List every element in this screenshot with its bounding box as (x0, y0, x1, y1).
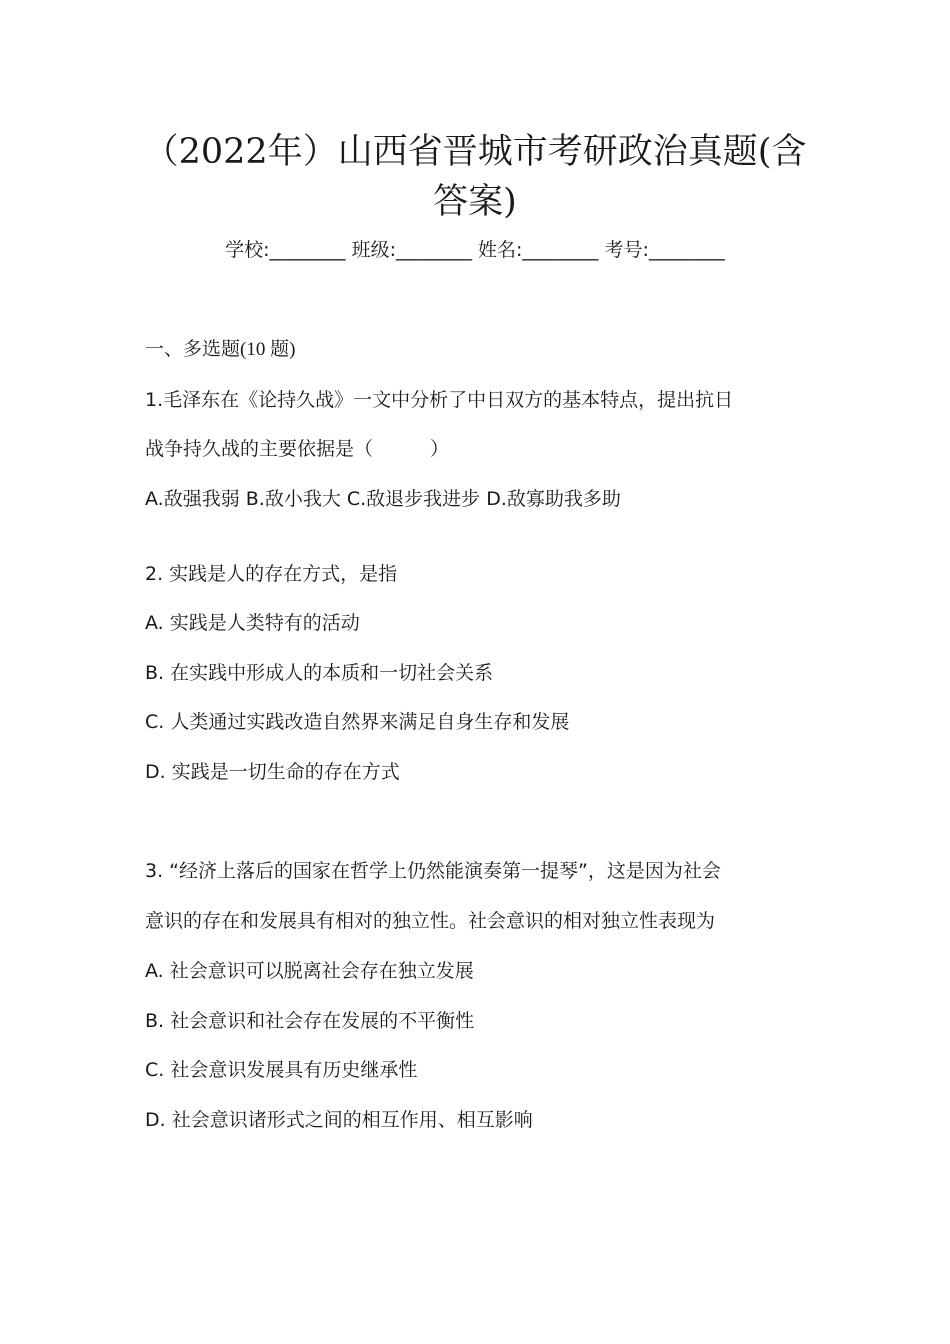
school-field: 学校:________ (225, 239, 346, 261)
document-title-line-2: 答案) (433, 182, 517, 222)
section-heading: 一、多选题(10 题) (145, 339, 296, 360)
question-1-options: A.敌强我弱 B.敌小我大 C.敌退步我进步 D.敌寡助我多助 (145, 488, 621, 510)
question-3-option-d: D. 社会意识诸形式之间的相互作用、相互影响 (145, 1109, 533, 1131)
student-info-row (120, 236, 830, 264)
question-3-option-a: A. 社会意识可以脱离社会存在独立发展 (145, 960, 474, 982)
question-2-stem: 2. 实践是人的存在方式，是指 (145, 563, 398, 585)
question-3-option-c: C. 社会意识发展具有历史继承性 (145, 1059, 418, 1081)
name-field: 姓名:________ (478, 239, 599, 261)
question-1-stem-line-1: 1.毛泽东在《论持久战》一文中分析了中日双方的基本特点，提出抗日 (145, 389, 734, 411)
question-1-stem-line-2: 战争持久战的主要依据是（ ） (145, 438, 450, 460)
number-field: 考号:________ (604, 239, 725, 261)
question-3-stem-line-1: 3. “经济上落后的国家在哲学上仍然能演奏第一提琴”，这是因为社会 (145, 860, 721, 882)
question-2-option-d: D. 实践是一切生命的存在方式 (145, 761, 400, 783)
question-2-option-c: C. 人类通过实践改造自然界来满足自身生存和发展 (145, 711, 570, 733)
question-2-option-b: B. 在实践中形成人的本质和一切社会关系 (145, 662, 494, 684)
class-field: 班级:________ (351, 239, 472, 261)
question-2-option-a: A. 实践是人类特有的活动 (145, 612, 360, 634)
document-title-line-1: （2022年）山西省晋城市考研政治真题(含 (143, 132, 807, 172)
question-3-stem-line-2: 意识的存在和发展具有相对的独立性。社会意识的相对独立性表现为 (145, 910, 716, 932)
question-3-option-b: B. 社会意识和社会存在发展的不平衡性 (145, 1010, 475, 1032)
